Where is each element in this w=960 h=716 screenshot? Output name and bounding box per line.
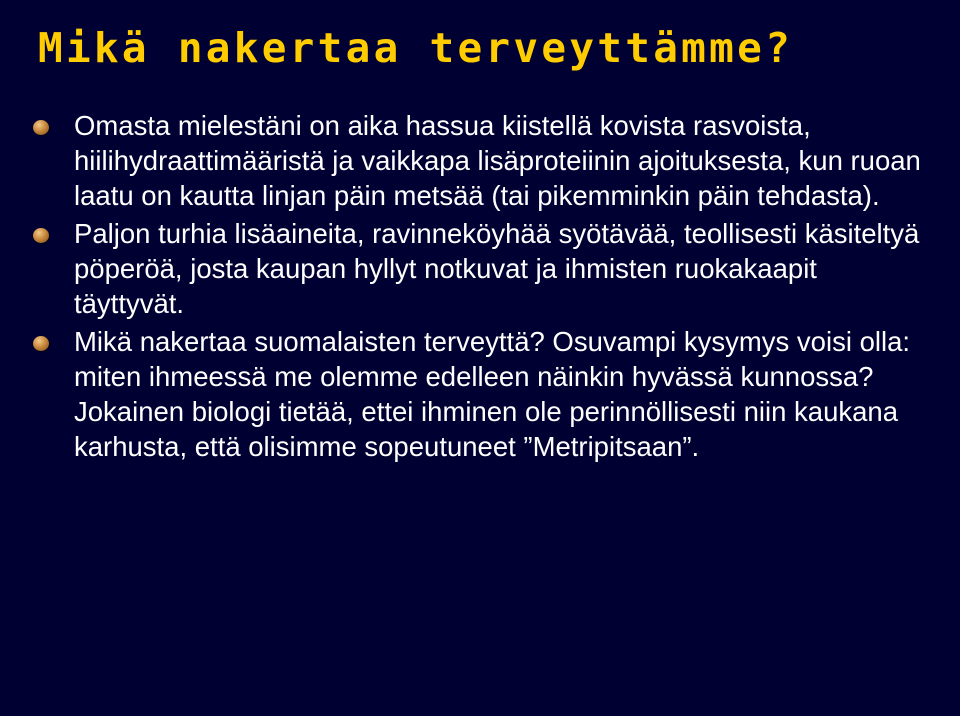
slide-title: Mikä nakertaa terveyttämme? [38, 24, 794, 72]
bullet-sphere-icon [33, 228, 49, 243]
bullet-list [33, 108, 933, 467]
bullet-item [33, 108, 933, 213]
bullet-sphere-icon [33, 336, 49, 351]
bullet-item [33, 324, 933, 464]
bullet-text: Omasta mielestäni on aika hassua kiistellä kovista rasvoista, hiilihydraattimääristä ja vaikkapa lisäproteiinin ajoituksesta, kun ruoan laatu on kautta linjan päin metsää (tai pikemminkin päin tehdasta). [74, 110, 921, 211]
bullet-text: Mikä nakertaa suomalaisten terveyttä? Osuvampi kysymys voisi olla: miten ihmeessä me olemme edelleen näinkin hyvässä kunnossa? Jokainen biologi tietää, ettei ihminen ole perinnöllisesti niin kaukana karhusta, että olisimme sopeutuneet ”Metripitsaan”. [74, 326, 911, 462]
bullet-text: Paljon turhia lisäaineita, ravinneköyhää syötävää, teollisesti käsiteltyä pöperöä, josta kaupan hyllyt notkuvat ja ihmisten ruokakaapit täyttyvät. [74, 218, 920, 319]
bullet-sphere-icon [33, 120, 49, 135]
bullet-item [33, 216, 933, 321]
